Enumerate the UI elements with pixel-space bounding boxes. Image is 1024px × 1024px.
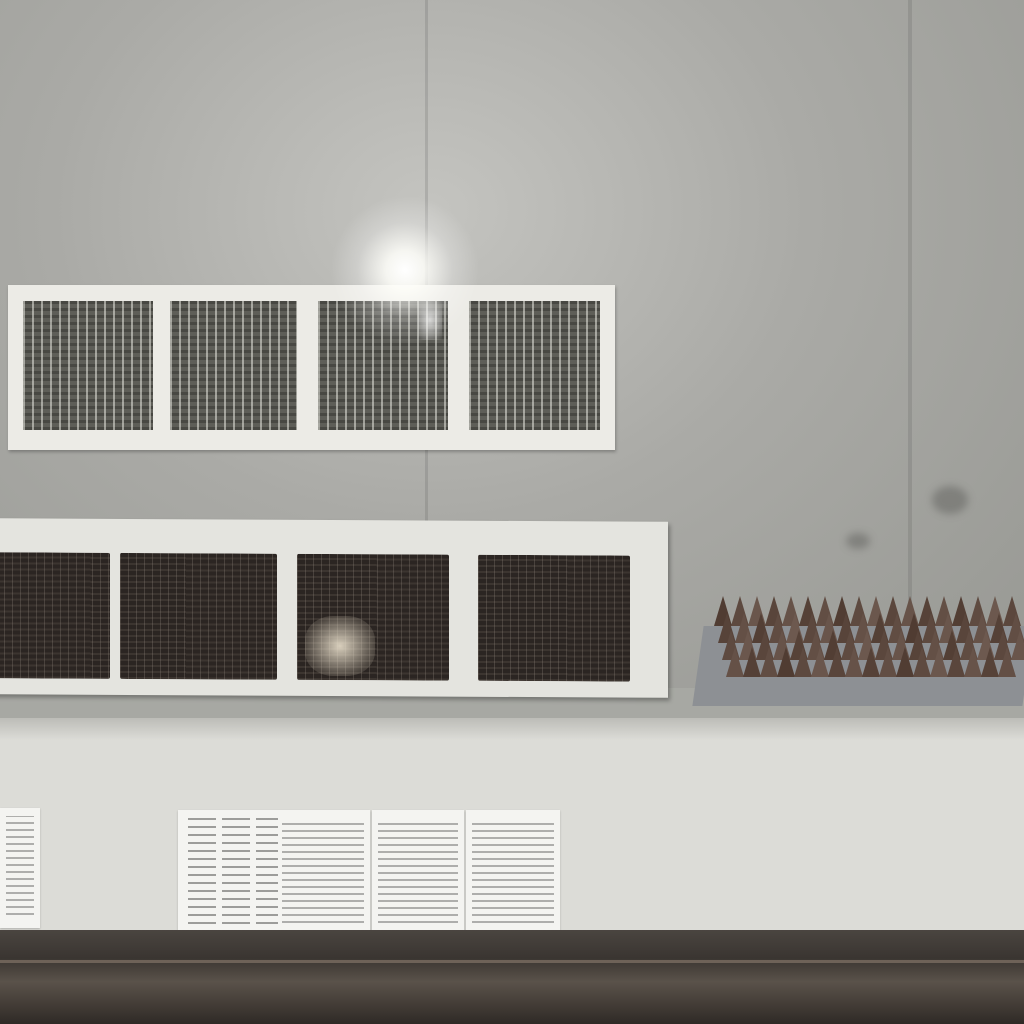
woodblock-glare xyxy=(305,616,375,676)
base-shadow xyxy=(0,718,1024,740)
caption-text-lines xyxy=(472,818,554,928)
metal-type-piece xyxy=(845,647,863,677)
rubbing-print xyxy=(469,301,600,430)
woodblock xyxy=(478,555,630,682)
case-rail xyxy=(0,930,1024,1024)
metal-type-piece xyxy=(896,647,914,677)
metal-type-piece xyxy=(913,647,931,677)
rubbing-print xyxy=(23,301,153,430)
metal-type-piece xyxy=(794,647,812,677)
caption-text-lines xyxy=(6,816,34,920)
caption-text-lines xyxy=(256,816,278,930)
flash-glare xyxy=(330,195,480,345)
rubbing-panel xyxy=(8,285,615,450)
metal-type-piece xyxy=(964,647,982,677)
wall-seam xyxy=(908,0,912,620)
caption-card xyxy=(178,810,370,936)
caption-text-lines xyxy=(222,816,250,930)
caption-text-lines xyxy=(282,818,364,928)
flash-glare-streak xyxy=(418,300,442,340)
metal-type-piece xyxy=(998,647,1016,677)
caption-card xyxy=(372,810,464,936)
metal-type-piece xyxy=(726,647,744,677)
metal-type-piece xyxy=(811,647,829,677)
metal-type-piece xyxy=(930,647,948,677)
wall-stain xyxy=(846,533,870,549)
wall-stain xyxy=(932,486,968,514)
metal-type-piece xyxy=(743,647,761,677)
caption-card xyxy=(466,810,560,936)
caption-text-lines xyxy=(188,816,216,930)
metal-type-piece xyxy=(981,647,999,677)
metal-type-piece xyxy=(760,647,778,677)
woodblock xyxy=(0,552,110,679)
metal-type-piece xyxy=(828,647,846,677)
rubbing-print xyxy=(170,301,297,430)
caption-card xyxy=(0,808,40,928)
metal-type-piece xyxy=(862,647,880,677)
metal-type-piece xyxy=(947,647,965,677)
case-rail-edge xyxy=(0,960,1024,963)
metal-type-piece xyxy=(777,647,795,677)
metal-type-piece xyxy=(879,647,897,677)
metal-type-pieces xyxy=(714,596,1024,692)
woodblock xyxy=(120,553,277,680)
caption-text-lines xyxy=(378,818,458,928)
